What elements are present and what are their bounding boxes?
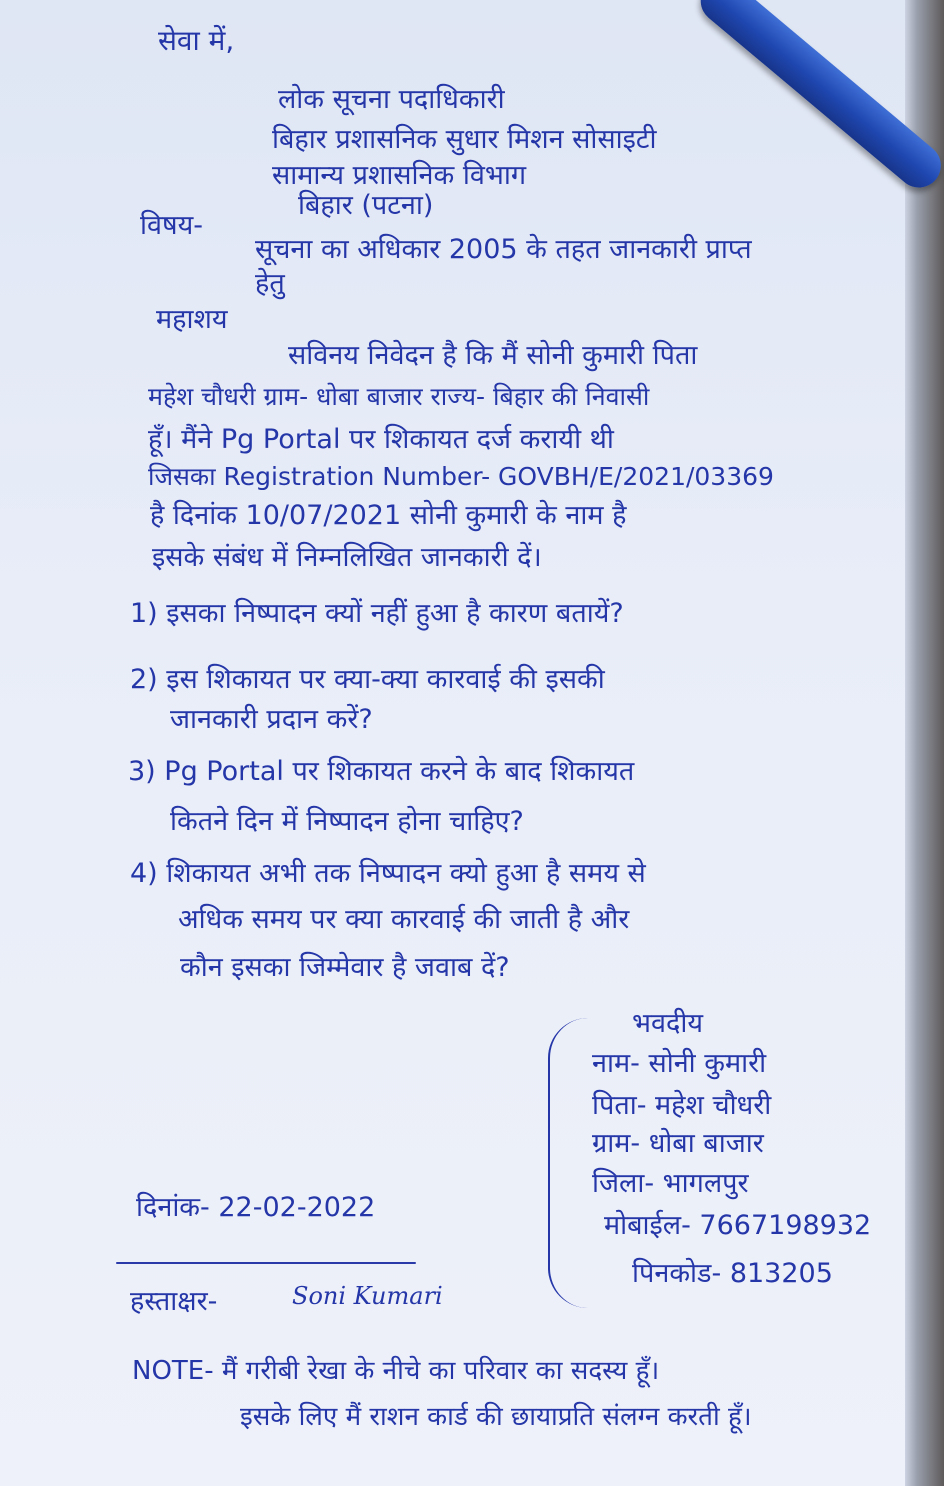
subject-line-1: सूचना का अधिकार 2005 के तहत जानकारी प्राप्त — [255, 234, 752, 265]
recipient-title: लोक सूचना पदाधिकारी — [278, 84, 505, 115]
closing: भवदीय — [632, 1008, 703, 1039]
salutation: सेवा में, — [158, 24, 235, 57]
question-3-line-2: कितने दिन में निष्पादन होना चाहिए? — [170, 806, 524, 837]
body-line-1: सविनय निवेदन है कि मैं सोनी कुमारी पिता — [288, 340, 698, 371]
sender-district: जिला- भागलपुर — [592, 1168, 749, 1199]
question-4-line-2: अधिक समय पर क्या कारवाई की जाती है और — [178, 904, 630, 935]
sender-brace — [548, 1018, 590, 1308]
sender-village: ग्राम- धोबा बाजार — [592, 1128, 764, 1159]
question-2-line-1: 2) इस शिकायत पर क्या-क्या कारवाई की इसकी — [130, 664, 605, 695]
sender-father: पिता- महेश चौधरी — [592, 1090, 772, 1121]
recipient-department: सामान्य प्रशासनिक विभाग — [272, 160, 527, 191]
signature-value: Soni Kumari — [292, 1282, 443, 1310]
body-line-3: हूँ। मैंने Pg Portal पर शिकायत दर्ज करायी थी — [148, 424, 614, 455]
body-line-2: महेश चौधरी ग्राम- धोबा बाजार राज्य- बिहार की निवासी — [148, 382, 650, 411]
question-2-line-2: जानकारी प्रदान करें? — [170, 704, 373, 735]
question-3-line-1: 3) Pg Portal पर शिकायत करने के बाद शिकायत — [128, 756, 635, 787]
greeting: महाशय — [156, 304, 228, 335]
note-line-2: इसके लिए मैं राशन कार्ड की छायाप्रति संलग्न करती हूँ। — [240, 1402, 752, 1432]
recipient-location: बिहार (पटना) — [298, 190, 434, 221]
body-line-6: इसके संबंध में निम्नलिखित जानकारी दें। — [152, 542, 542, 573]
date: दिनांक- 22-02-2022 — [136, 1192, 376, 1223]
question-4-line-1: 4) शिकायत अभी तक निष्पादन क्यो हुआ है समय से — [130, 858, 646, 889]
question-4-line-3: कौन इसका जिम्मेवार है जवाब दें? — [180, 952, 510, 983]
table-edge — [905, 0, 944, 1486]
divider-line — [116, 1262, 416, 1264]
signature-label: हस्ताक्षर- — [130, 1286, 218, 1317]
question-1: 1) इसका निष्पादन क्यों नहीं हुआ है कारण बतायें? — [130, 598, 624, 629]
subject-label: विषय- — [140, 210, 204, 241]
sender-pincode: पिनकोड- 813205 — [632, 1258, 833, 1289]
body-line-5: है दिनांक 10/07/2021 सोनी कुमारी के नाम है — [150, 500, 627, 531]
subject-line-2: हेतु — [255, 268, 285, 299]
body-line-4: जिसका Registration Number- GOVBH/E/2021/03369 — [148, 462, 774, 491]
note-line-1: NOTE- मैं गरीबी रेखा के नीचे का परिवार का सदस्य हूँ। — [132, 1356, 660, 1386]
recipient-organization: बिहार प्रशासनिक सुधार मिशन सोसाइटी — [272, 124, 657, 155]
sender-mobile: मोबाईल- 7667198932 — [604, 1210, 872, 1241]
sender-name: नाम- सोनी कुमारी — [592, 1048, 767, 1079]
